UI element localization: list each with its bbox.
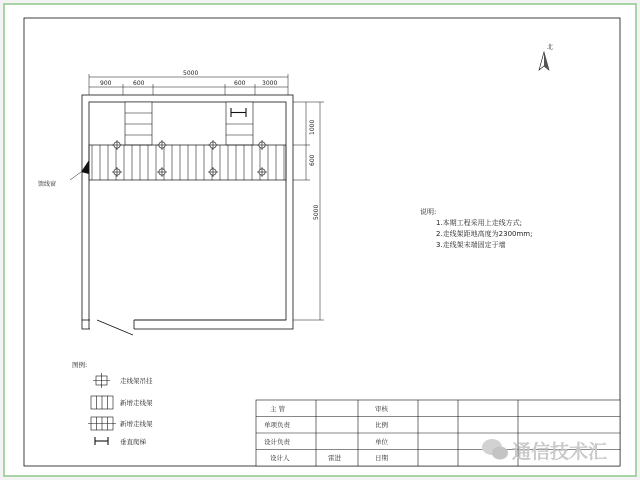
north-label: 北: [547, 44, 554, 51]
legend-label-hanger: 走线架吊挂: [120, 377, 153, 385]
notes-title: 说明:: [420, 208, 437, 216]
tb-r2-mid: 比例: [375, 421, 388, 429]
watermark-text: 通信技术汇: [512, 441, 608, 463]
dim-top-c: 600: [234, 80, 246, 87]
tb-r4-mid: 日期: [375, 454, 388, 462]
dim-top-total: 5000: [183, 70, 199, 77]
tb-r2-label: 单项负责: [264, 421, 290, 429]
note-item-1: 1.本期工程采用上走线方式;: [436, 219, 523, 227]
legend-title: 图例:: [72, 361, 88, 369]
dim-right-b: 600: [309, 154, 316, 166]
note-item-2: 2.走线架距地高度为2300mm;: [436, 230, 533, 238]
legend-label-tray: 新增走线架: [120, 399, 153, 407]
dim-right-total: 5000: [313, 204, 320, 220]
dim-top-d: 3000: [262, 80, 278, 87]
tb-r3-label: 设计负责: [264, 438, 290, 446]
dim-right-a: 1000: [309, 119, 316, 135]
tb-r1-mid: 审核: [375, 405, 388, 413]
tb-r3-mid: 单位: [375, 438, 388, 446]
dim-top-b: 600: [133, 80, 145, 87]
note-item-3: 3.走线架末端固定于墙: [436, 241, 506, 249]
vertical-tray-left: [125, 102, 152, 145]
tb-r1-label: 主 管: [270, 405, 286, 413]
callout-feeder-window: 馈线窗: [38, 181, 57, 188]
tb-r4-name: 雷进: [328, 454, 341, 462]
vertical-tray-right: [226, 102, 253, 145]
legend-label-ladder: 垂直爬梯: [120, 438, 146, 446]
tb-r4-label: 设计人: [270, 454, 290, 462]
dim-top-a: 900: [100, 80, 112, 87]
legend-label-tray-2: 新增走线架: [120, 420, 153, 428]
